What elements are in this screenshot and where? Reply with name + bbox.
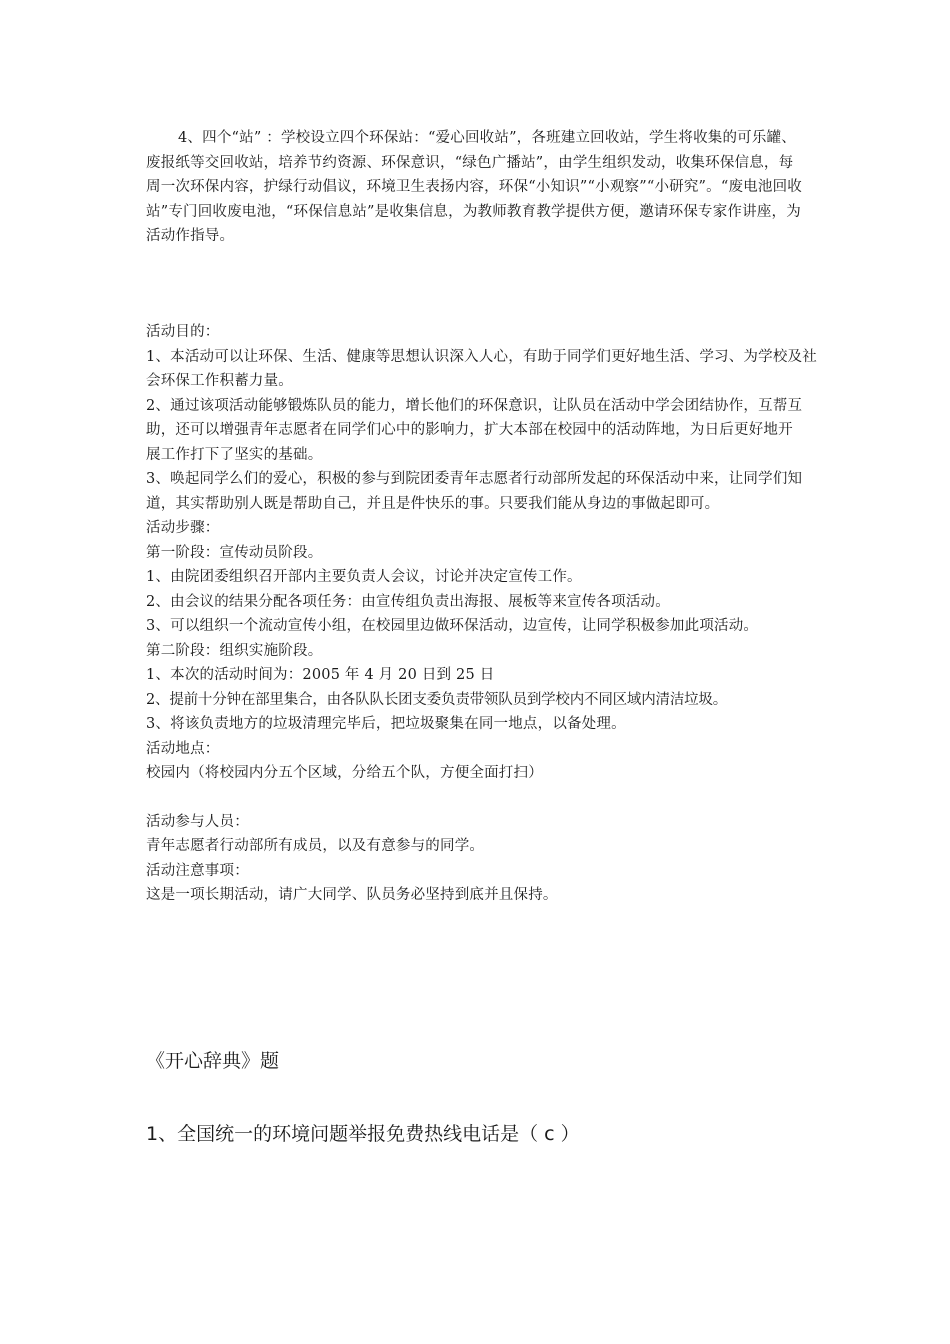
purpose-heading: 活动目的： [146,324,220,340]
steps-heading: 活动步骤： [146,520,220,536]
intro-paragraph: 4、四个“站” ：学校设立四个环保站：“爱心回收站”，各班建立回收站，学生将收集的可乐罐、废报纸等交回收站，培养节约资源、环保意识，“绿色广播站”，由学生组织发动，收集环保信息，每周一次环保内容，护绿行动倡议，环境卫生表扬内容，环保“小知识”“小观察”“小研究”。“废电池回收站”专门回收废电池，“环保信息站”是收集信息，为教师教育教学提供方便，邀请环保专家作讲座，为活动作指导。 [146,130,802,244]
stage2-title: 第二阶段：组织实施阶段。 [146,642,323,659]
location-heading: 活动地点： [146,740,220,757]
stage2-item-3: 3、将该负责地方的垃圾清理完毕后，把垃圾聚集在同一地点，以备处理。 [146,716,626,732]
purpose-item-1: 1、本活动可以让环保、生活、健康等思想认识深入人心，有助于同学们更好地生活、学习、为学校及社会环保工作积蓄力量。 [146,348,817,389]
stage1-title: 第一阶段：宣传动员阶段。 [146,544,323,561]
purpose-item-2: 2、通过该项活动能够锻炼队员的能力，增长他们的环保意识，让队员在活动中学会团结协作，互帮互助，还可以增强青年志愿者在同学们心中的影响力，扩大本部在校园中的活动阵地，为日后更好地开展工作打下了坚实的基础。 [146,397,803,463]
notes-text: 这是一项长期活动，请广大同学、队员务必坚持到底并且保持。 [146,887,558,903]
stage2-item-2: 2、提前十分钟在部里集合，由各队队长团支委负责带领队员到学校内不同区域内清洁垃圾。 [146,691,728,708]
purpose-item-3: 3、唤起同学么们的爱心，积极的参与到院团委青年志愿者行动部所发起的环保活动中来，让同学们知道，其实帮助别人既是帮助自己，并且是件快乐的事。只要我们能从身边的事做起即可。 [146,471,803,512]
participants-heading: 活动参与人员： [146,813,249,830]
stage1-item-2: 2、由会议的结果分配各项任务：由宣传组负责出海报、展板等来宣传各项活动。 [146,593,670,610]
intro-section [146,126,806,249]
spacer [146,786,826,810]
stage1-item-3: 3、可以组织一个流动宣传小组，在校园里边做环保活动，边宣传，让同学积极参加此项活动。 [146,618,759,634]
stage1-item-1: 1、由院团委组织召开部内主要负责人会议，讨论并决定宣传工作。 [146,569,582,585]
notes-heading: 活动注意事项： [146,862,249,879]
quiz-title: 《开心辞典》题 [146,1050,280,1072]
quiz-question-1: 1、全国统一的环境问题举报免费热线电话是（ c ） [146,1123,580,1145]
location-text: 校园内（将校园内分五个区域，分给五个队，方便全面打扫） [146,765,543,781]
stage2-item-1: 1、本次的活动时间为：2005 年 4 月 20 日到 25 日 [146,667,495,683]
participants-text: 青年志愿者行动部所有成员，以及有意参与的同学。 [146,838,485,854]
activity-plan [146,320,826,908]
